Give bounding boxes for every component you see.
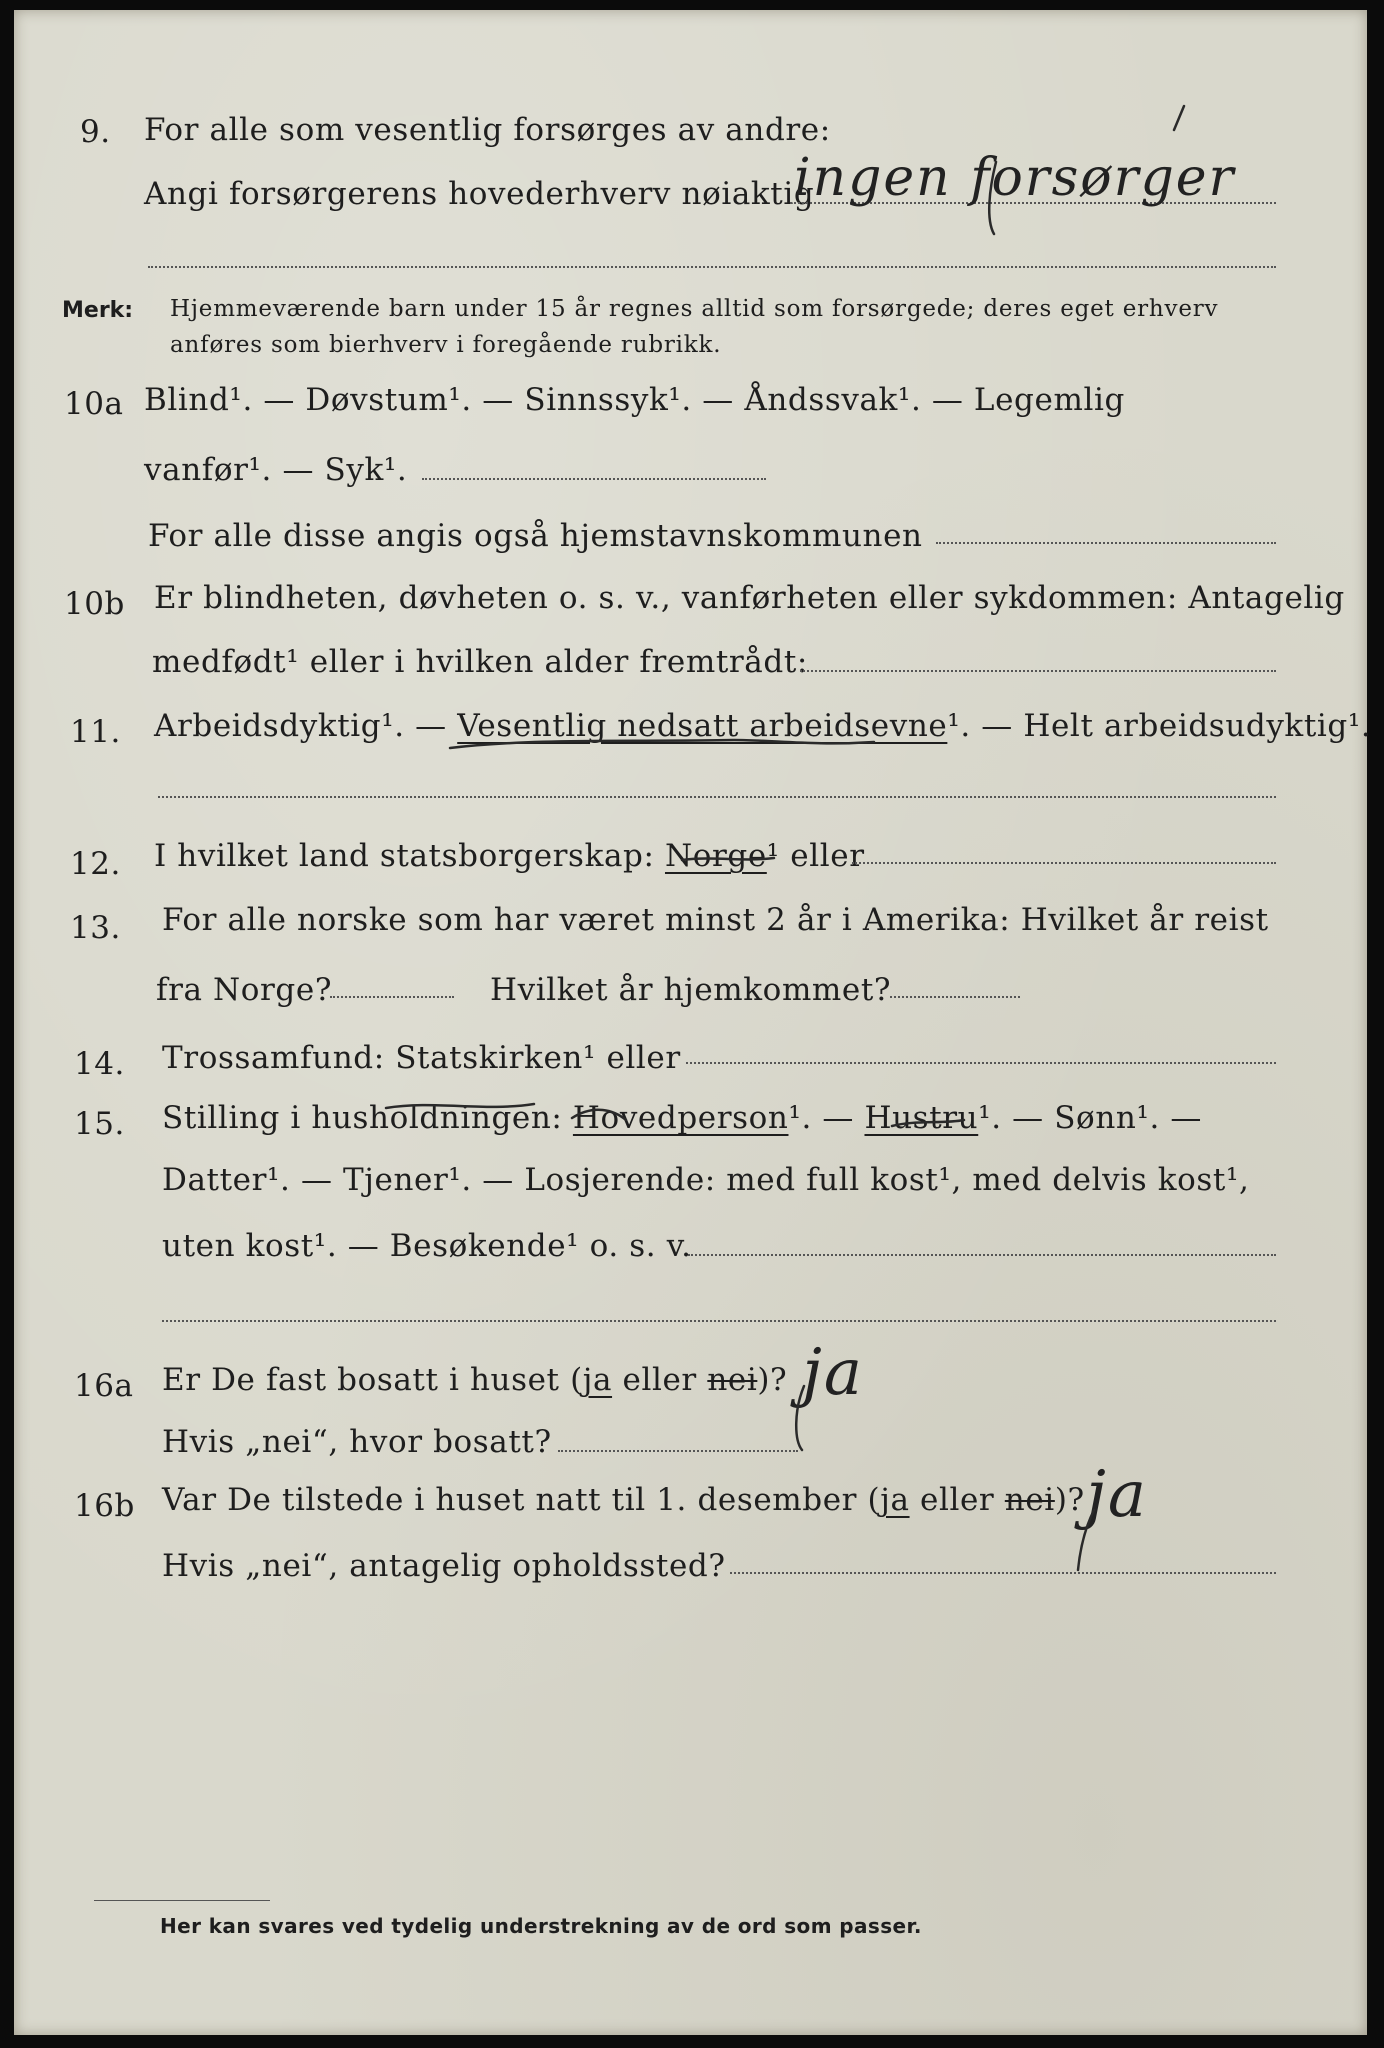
q15-line3: uten kost¹. — Besøkende¹ o. s. v. bbox=[162, 1228, 692, 1264]
q13-number: 13. bbox=[70, 910, 121, 946]
q16a-nei: nei bbox=[707, 1362, 758, 1398]
census-form-page bbox=[14, 10, 1372, 2035]
q16a-post: )? bbox=[757, 1362, 788, 1398]
q13-line2b: Hvilket år hjemkommet? bbox=[490, 972, 892, 1008]
q13-line2a: fra Norge? bbox=[156, 972, 333, 1008]
q10a-line1: Blind¹. — Døvstum¹. — Sinnssyk¹. — Åndssvak¹. — Legemlig bbox=[144, 382, 1125, 418]
q16a-handwritten-answer: ja bbox=[802, 1336, 864, 1410]
q11-pre: Arbeidsdyktig¹. — bbox=[154, 708, 458, 744]
handwriting-strokes bbox=[14, 10, 1367, 2035]
q12-number: 12. bbox=[70, 846, 121, 882]
q16b-mid: eller bbox=[909, 1482, 1005, 1518]
q12-wavy-underline bbox=[682, 858, 774, 860]
q16b-number: 16b bbox=[74, 1488, 135, 1524]
q11-wavy-underline bbox=[450, 740, 874, 748]
q9-line2: Angi forsørgerens hovederhverv nøiaktig bbox=[144, 176, 815, 212]
merk-line2: anføres som bierhverv i foregående rubrikk. bbox=[170, 332, 722, 358]
q11-underlined: Vesentlig nedsatt arbeidsevne bbox=[457, 708, 948, 744]
q12-pre: I hvilket land statsborgerskap: bbox=[154, 838, 665, 874]
q15-underlined2: Hustru bbox=[864, 1100, 979, 1136]
q9-line1: For alle som vesentlig forsørges av andre: bbox=[144, 112, 831, 148]
q16a-ja-stroke bbox=[796, 1386, 804, 1450]
q9-answer-descender bbox=[989, 162, 996, 234]
q16b-pre: Var De tilstede i huset natt til 1. desember ( bbox=[162, 1482, 881, 1518]
q15-hook-mark bbox=[572, 1110, 626, 1120]
q15-number: 15. bbox=[74, 1106, 125, 1142]
q10a-line3: For alle disse angis også hjemstavnskommunen bbox=[148, 518, 923, 554]
q12-underlined: Norge bbox=[664, 838, 767, 874]
footnote: Her kan svares ved tydelig understrekning av de ord som passer. bbox=[160, 1914, 922, 1938]
q16b-nei: nei bbox=[1004, 1482, 1055, 1518]
q11-number: 11. bbox=[70, 714, 121, 750]
q15-underlined1: Hovedperson bbox=[572, 1100, 789, 1136]
q16a-line2: Hvis „nei“, hvor bosatt? bbox=[162, 1424, 552, 1460]
q15-post: ¹. — Sønn¹. — bbox=[978, 1100, 1202, 1136]
q16b-ja: ja bbox=[880, 1482, 910, 1518]
q16a-mid: eller bbox=[612, 1362, 708, 1398]
q16b-handwritten-answer: ja bbox=[1086, 1458, 1148, 1532]
q12-post: ¹ eller bbox=[766, 838, 865, 874]
q10b-number: 10b bbox=[64, 586, 125, 622]
q15-mid: ¹. — bbox=[788, 1100, 865, 1136]
q14-wavy-overline bbox=[386, 1104, 534, 1108]
q9-handwritten-answer: ingen forsørger bbox=[794, 148, 1236, 208]
q14-number: 14. bbox=[74, 1046, 125, 1082]
q10a-line2: vanfør¹. — Syk¹. bbox=[144, 452, 408, 488]
q16b-ja-stroke bbox=[1078, 1510, 1094, 1570]
q16b-post: )? bbox=[1054, 1482, 1085, 1518]
q10b-line1: Er blindheten, døvheten o. s. v., vanførheten eller sykdommen: Antagelig bbox=[154, 580, 1345, 616]
q9-tick-mark bbox=[1174, 106, 1184, 130]
q16a-number: 16a bbox=[74, 1368, 134, 1404]
q16a-ja: ja bbox=[582, 1362, 613, 1398]
q16b-line2: Hvis „nei“, antagelig opholdssted? bbox=[162, 1548, 726, 1584]
q11-post: ¹. — Helt arbeidsudyktig¹. bbox=[947, 708, 1372, 744]
q14-line: Trossamfund: Statskirken¹ eller bbox=[162, 1040, 681, 1076]
q9-number: 9. bbox=[80, 114, 111, 150]
q15-line2: Datter¹. — Tjener¹. — Losjerende: med full kost¹, med delvis kost¹, bbox=[162, 1162, 1250, 1198]
q16a-pre: Er De fast bosatt i huset ( bbox=[162, 1362, 583, 1398]
q15-hustru-mark bbox=[892, 1120, 964, 1126]
q15-pre: Stilling i husholdningen: bbox=[162, 1100, 573, 1136]
q10b-line2: medfødt¹ eller i hvilken alder fremtrådt: bbox=[152, 644, 808, 680]
q13-line1: For alle norske som har været minst 2 år i Amerika: Hvilket år reist bbox=[162, 902, 1269, 938]
merk-line1: Hjemmeværende barn under 15 år regnes alltid som forsørgede; deres eget erhverv bbox=[170, 296, 1219, 322]
merk-label: Merk: bbox=[62, 298, 134, 323]
q10a-number: 10a bbox=[64, 386, 124, 422]
